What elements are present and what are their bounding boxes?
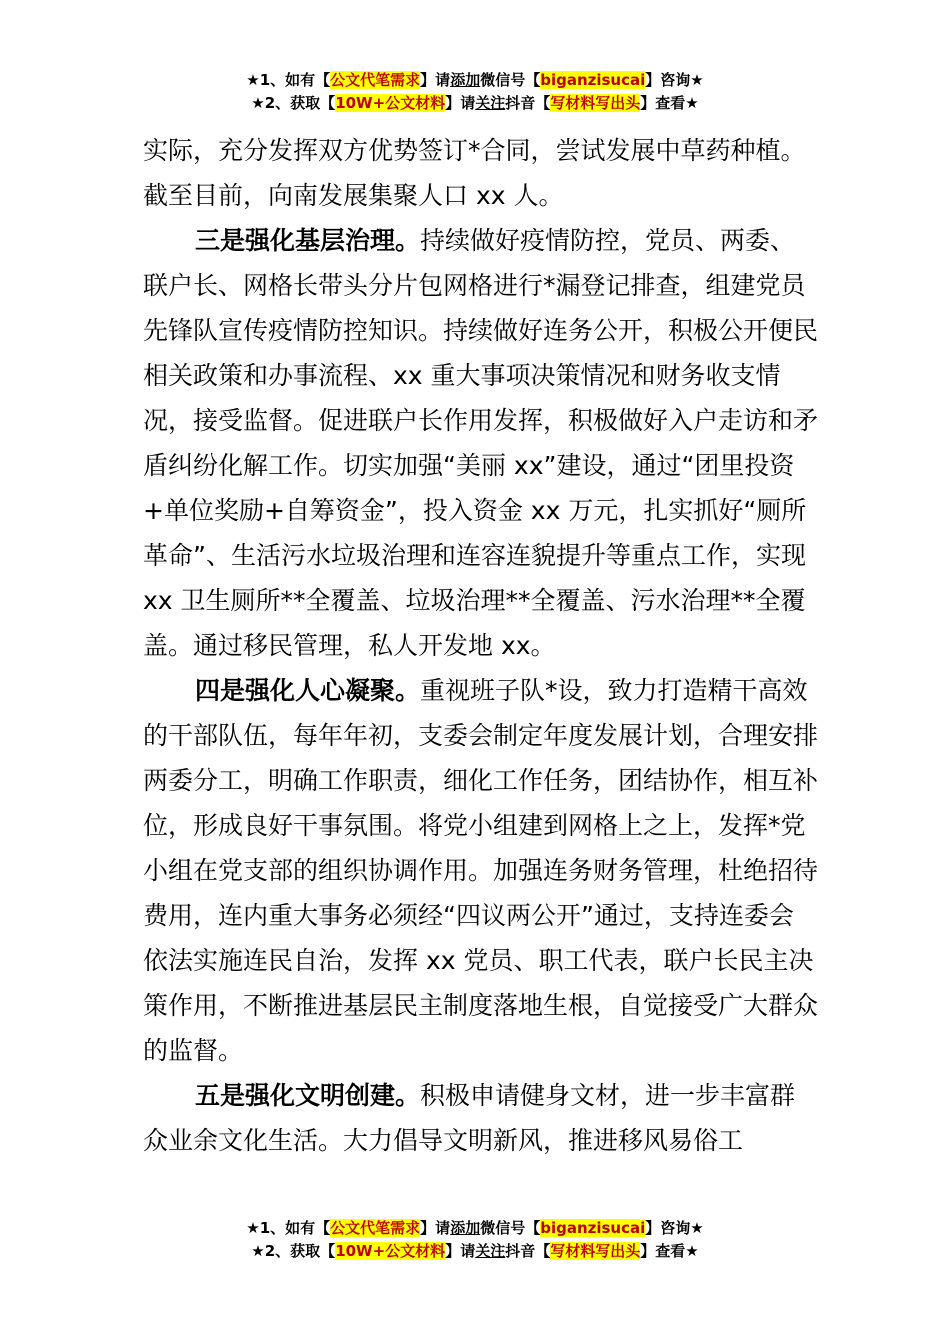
highlight-wechat-id: biganzisucai <box>540 1219 646 1237</box>
paragraph-continued: 实际，充分发挥双方优势签订*合同，尝试发展中草药种植。截至目前，向南发展集聚人口 xx 人。 <box>143 136 806 210</box>
banner-line-1: ★1、如有【公文代笔需求】请添加微信号【biganzisucai】咨询★ <box>246 71 704 89</box>
header-banner <box>0 69 950 115</box>
highlight-douyin: 写材料写出头 <box>550 94 641 112</box>
paragraph-civilization: 五是强化文明创建。积极申请健身文材，进一步丰富群众业余文化生活。大力倡导文明新风，推进移风易俗工 <box>143 1081 796 1155</box>
paragraph-cohesion: 四是强化人心凝聚。重视班子队*设，致力打造精干高效的干部队伍，每年年初，支委会制定年度发展计划，合理安排两委分工，明确工作职责，细化工作任务，团结协作，相互补位，形成良好干事氛围。将党小组建到网格上之上，发挥*党小组在党支部的组织协调作用。加强连务财务管理，杜绝招待费用，连内重大事务必须经“四议两公开”通过，支持连委会依法实施连民自治，发挥 xx 党员、职工代表，联户长民主决策作用，不断推进基层民主制度落地生根，自觉接受广大群众的监督。 <box>143 676 819 1065</box>
paragraph-lead: 四是强化人心凝聚。 <box>195 676 421 705</box>
highlight-materials: 10W+公文材料 <box>335 94 446 112</box>
highlight-service: 公文代笔需求 <box>330 1219 421 1237</box>
highlight-materials: 10W+公文材料 <box>335 1242 446 1260</box>
highlight-douyin: 写材料写出头 <box>550 1242 641 1260</box>
paragraph-lead: 三是强化基层治理。 <box>195 226 421 255</box>
footer-banner <box>0 1217 950 1263</box>
paragraph-governance: 三是强化基层治理。持续做好疫情防控，党员、两委、联户长、网格长带头分片包网格进行*漏登记排查，组建党员先锋队宣传疫情防控知识。持续做好连务公开，积极公开便民相关政策和办事流程、xx 重大事项决策情况和财务收支情况，接受监督。促进联户长作用发挥，积极做好入户走访和矛盾纠纷化解工作。切实加强“美丽 xx”建设，通过“团里投资+单位奖励+自筹资金”，投入资金 xx 万元，扎实抓好“厕所革命”、生活污水垃圾治理和连容连貌提升等重点工作，实现 xx 卫生厕所**全覆盖、垃圾治理**全覆盖、污水治理**全覆盖。通过移民管理，私人开发地 xx。 <box>143 226 819 660</box>
banner-line-2: ★2、获取【10W+公文材料】请关注抖音【写材料写出头】查看★ <box>251 1242 699 1260</box>
paragraph-lead: 五是强化文明创建。 <box>195 1081 421 1110</box>
highlight-service: 公文代笔需求 <box>330 71 421 89</box>
document-body <box>143 128 818 1163</box>
banner-line-1: ★1、如有【公文代笔需求】请添加微信号【biganzisucai】咨询★ <box>246 1219 704 1237</box>
highlight-wechat-id: biganzisucai <box>540 71 646 89</box>
banner-line-2: ★2、获取【10W+公文材料】请关注抖音【写材料写出头】查看★ <box>251 94 699 112</box>
